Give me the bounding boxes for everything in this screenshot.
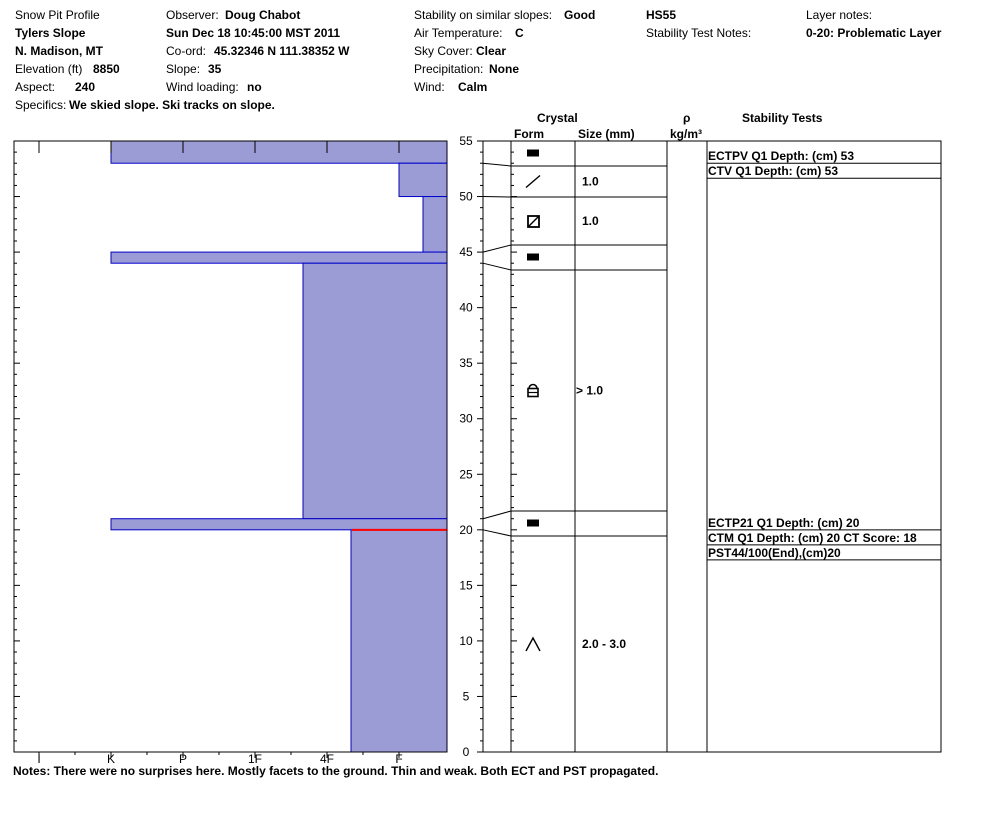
- stability-tests-header: Stability Tests: [742, 111, 823, 125]
- hardness-bar-6: [351, 530, 447, 752]
- sky-value: Clear: [476, 44, 507, 58]
- depth-label-25: 25: [459, 467, 473, 482]
- rho-unit-header: kg/m³: [670, 127, 703, 141]
- depth-label-55: 55: [459, 134, 473, 148]
- observer-value: Doug Chabot: [225, 8, 301, 22]
- page-title: Snow Pit Profile: [15, 8, 100, 22]
- hardness-bar-1: [399, 163, 447, 196]
- rho-header: ρ: [683, 111, 691, 125]
- hardness-bar-4: [303, 263, 447, 519]
- hardness-label-4F: 4F: [319, 752, 335, 766]
- hardness-label-I: I: [37, 752, 41, 766]
- hardness-label-P: P: [178, 752, 188, 766]
- slope-value: 35: [208, 62, 222, 76]
- stability-tests-column: [707, 149, 941, 560]
- crystal-symbol-6: [526, 638, 540, 651]
- observer-label: Observer:: [166, 8, 219, 22]
- stability-value: Good: [564, 8, 596, 22]
- datetime: Sun Dec 18 10:45:00 MST 2011: [166, 26, 341, 40]
- form-header: Form: [514, 127, 544, 141]
- air-temp-label: Air Temperature:: [414, 26, 503, 40]
- crystal-symbol-0: [527, 150, 539, 157]
- aspect-value: 240: [75, 80, 96, 94]
- stability-notes-label: Stability Test Notes:: [646, 26, 752, 40]
- coord-label: Co-ord:: [166, 44, 207, 58]
- wind-label: Wind:: [414, 80, 445, 94]
- crystal-symbol-5: [527, 520, 539, 527]
- crystal-symbol-2: [528, 216, 539, 227]
- crystal-size-4: > 1.0: [576, 383, 604, 398]
- depth-label-50: 50: [459, 189, 473, 204]
- coord-value: 45.32346 N 111.38352 W: [214, 44, 350, 58]
- hardness-label-F: F: [395, 752, 403, 766]
- table-frame: [483, 141, 941, 752]
- crystal-size-6: 2.0 - 3.0: [582, 637, 627, 651]
- layer-notes-value: 0-20: Problematic Layer: [806, 26, 942, 40]
- stability-test-4: CTV Q1 Depth: (cm) 53: [708, 164, 839, 179]
- crystal-symbol-2-slash: [528, 216, 539, 227]
- stability-test-0: ECTP21 Q1 Depth: (cm) 20: [708, 515, 860, 530]
- precip-label: Precipitation:: [414, 62, 484, 76]
- aspect-label: Aspect:: [15, 80, 56, 94]
- stability-test-2: PST44/100(End),(cm)20: [708, 545, 841, 560]
- wind-value: Calm: [458, 80, 488, 94]
- stability-label: Stability on similar slopes:: [414, 8, 553, 22]
- depth-label-15: 15: [459, 578, 473, 593]
- specifics-label: Specifics:: [15, 98, 67, 112]
- wind-loading-value: no: [247, 80, 262, 94]
- hardness-bar-5: [111, 519, 447, 530]
- chart-frames: [14, 141, 941, 752]
- elevation-label: Elevation (ft): [15, 62, 83, 76]
- hardness-bar-2: [423, 197, 447, 253]
- depth-label-40: 40: [459, 300, 473, 315]
- depth-label-0: 0: [462, 745, 470, 759]
- air-temp-value: C: [515, 26, 524, 40]
- crystal-symbol-3: [527, 254, 539, 261]
- hardness-bar-3: [111, 252, 447, 263]
- stability-test-3: ECTPV Q1 Depth: (cm) 53: [708, 149, 855, 164]
- precip-value: None: [489, 62, 519, 76]
- sky-label: Sky Cover:: [414, 44, 473, 58]
- stability-test-1: CTM Q1 Depth: (cm) 20 CT Score: 18: [708, 530, 917, 545]
- region: N. Madison, MT: [15, 44, 103, 58]
- hardness-label-K: K: [106, 752, 116, 766]
- hardness-bar-0: [111, 141, 447, 163]
- crystal-size-2: 1.0: [582, 214, 599, 228]
- crystal-symbol-4: [528, 385, 538, 397]
- hs-value: HS55: [646, 8, 677, 22]
- layer-notes-label: Layer notes:: [806, 8, 873, 22]
- specifics-value: We skied slope. Ski tracks on slope.: [69, 98, 275, 112]
- location-name: Tylers Slope: [15, 26, 86, 40]
- elevation-value: 8850: [93, 62, 120, 76]
- depth-label-30: 30: [459, 411, 473, 426]
- notes: Notes: There were no surprises here. Mostly facets to the ground. Thin and weak. Both ECT and PST propagated.: [13, 764, 659, 778]
- crystal-size-1: 1.0: [582, 174, 599, 189]
- slope-label: Slope:: [166, 62, 201, 76]
- size-header: Size (mm): [578, 127, 635, 141]
- wind-loading-label: Wind loading:: [166, 80, 239, 94]
- depth-label-10: 10: [459, 633, 473, 648]
- hardness-label-1F: 1F: [247, 752, 263, 766]
- depth-label-5: 5: [462, 689, 470, 704]
- hardness-profile: [111, 141, 447, 752]
- depth-label-45: 45: [459, 245, 473, 260]
- crystal-header: Crystal: [537, 111, 578, 125]
- depth-label-20: 20: [459, 522, 473, 537]
- crystal-symbol-1: [526, 176, 540, 188]
- depth-label-35: 35: [459, 356, 473, 371]
